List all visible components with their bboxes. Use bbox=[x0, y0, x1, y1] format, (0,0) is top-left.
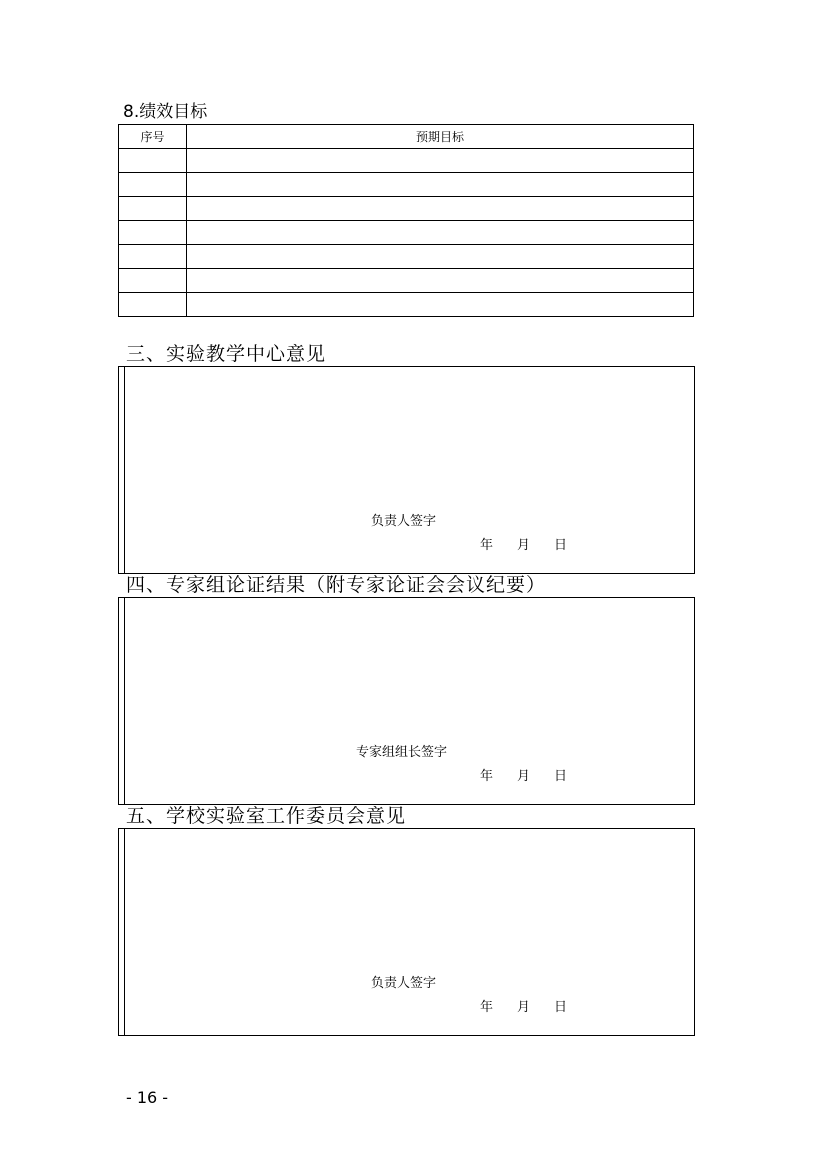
table-row bbox=[119, 269, 694, 293]
table-header-row bbox=[119, 125, 694, 149]
table-cell[interactable] bbox=[119, 245, 187, 269]
section-title-center-opinion: 三、实验教学中心意见 bbox=[126, 343, 327, 365]
table-cell[interactable] bbox=[187, 221, 694, 245]
table-cell[interactable] bbox=[187, 293, 694, 317]
date-day-label: 日 bbox=[554, 769, 568, 784]
section-title-committee-opinion: 五、学校实验室工作委员会意见 bbox=[126, 805, 407, 827]
date-month-label: 月 bbox=[517, 1000, 531, 1015]
table-cell[interactable] bbox=[119, 221, 187, 245]
table-row bbox=[119, 173, 694, 197]
signature-label: 负责人签字 bbox=[371, 976, 437, 991]
table-cell[interactable] bbox=[187, 245, 694, 269]
table-cell[interactable] bbox=[119, 269, 187, 293]
date-year-label: 年 bbox=[480, 538, 494, 553]
opinion-box-center[interactable] bbox=[118, 366, 695, 574]
table-row bbox=[119, 221, 694, 245]
table-row bbox=[119, 197, 694, 221]
date-year-label: 年 bbox=[480, 769, 494, 784]
table-row bbox=[119, 293, 694, 317]
table-row bbox=[119, 149, 694, 173]
table-cell[interactable] bbox=[119, 293, 187, 317]
date-month-label: 月 bbox=[517, 538, 531, 553]
date-year-label: 年 bbox=[480, 1000, 494, 1015]
goals-table bbox=[118, 124, 694, 317]
goals-subheading: 8.绩效目标 bbox=[123, 102, 208, 122]
table-cell[interactable] bbox=[187, 269, 694, 293]
column-header-index: 序号 bbox=[119, 125, 187, 149]
table-cell[interactable] bbox=[119, 197, 187, 221]
table-cell[interactable] bbox=[119, 173, 187, 197]
signature-label: 负责人签字 bbox=[371, 514, 437, 529]
table-cell[interactable] bbox=[187, 149, 694, 173]
column-header-goal: 预期目标 bbox=[187, 125, 694, 149]
table-cell[interactable] bbox=[187, 173, 694, 197]
date-day-label: 日 bbox=[554, 538, 568, 553]
opinion-box-committee[interactable] bbox=[118, 828, 695, 1036]
opinion-box-expert[interactable] bbox=[118, 597, 695, 805]
table-row bbox=[119, 245, 694, 269]
table-cell[interactable] bbox=[187, 197, 694, 221]
section-title-expert-result: 四、专家组论证结果（附专家论证会会议纪要） bbox=[126, 574, 547, 596]
date-day-label: 日 bbox=[554, 1000, 568, 1015]
table-cell[interactable] bbox=[119, 149, 187, 173]
signature-label: 专家组组长签字 bbox=[356, 745, 448, 760]
page-number: - 16 - bbox=[126, 1088, 169, 1107]
date-month-label: 月 bbox=[517, 769, 531, 784]
